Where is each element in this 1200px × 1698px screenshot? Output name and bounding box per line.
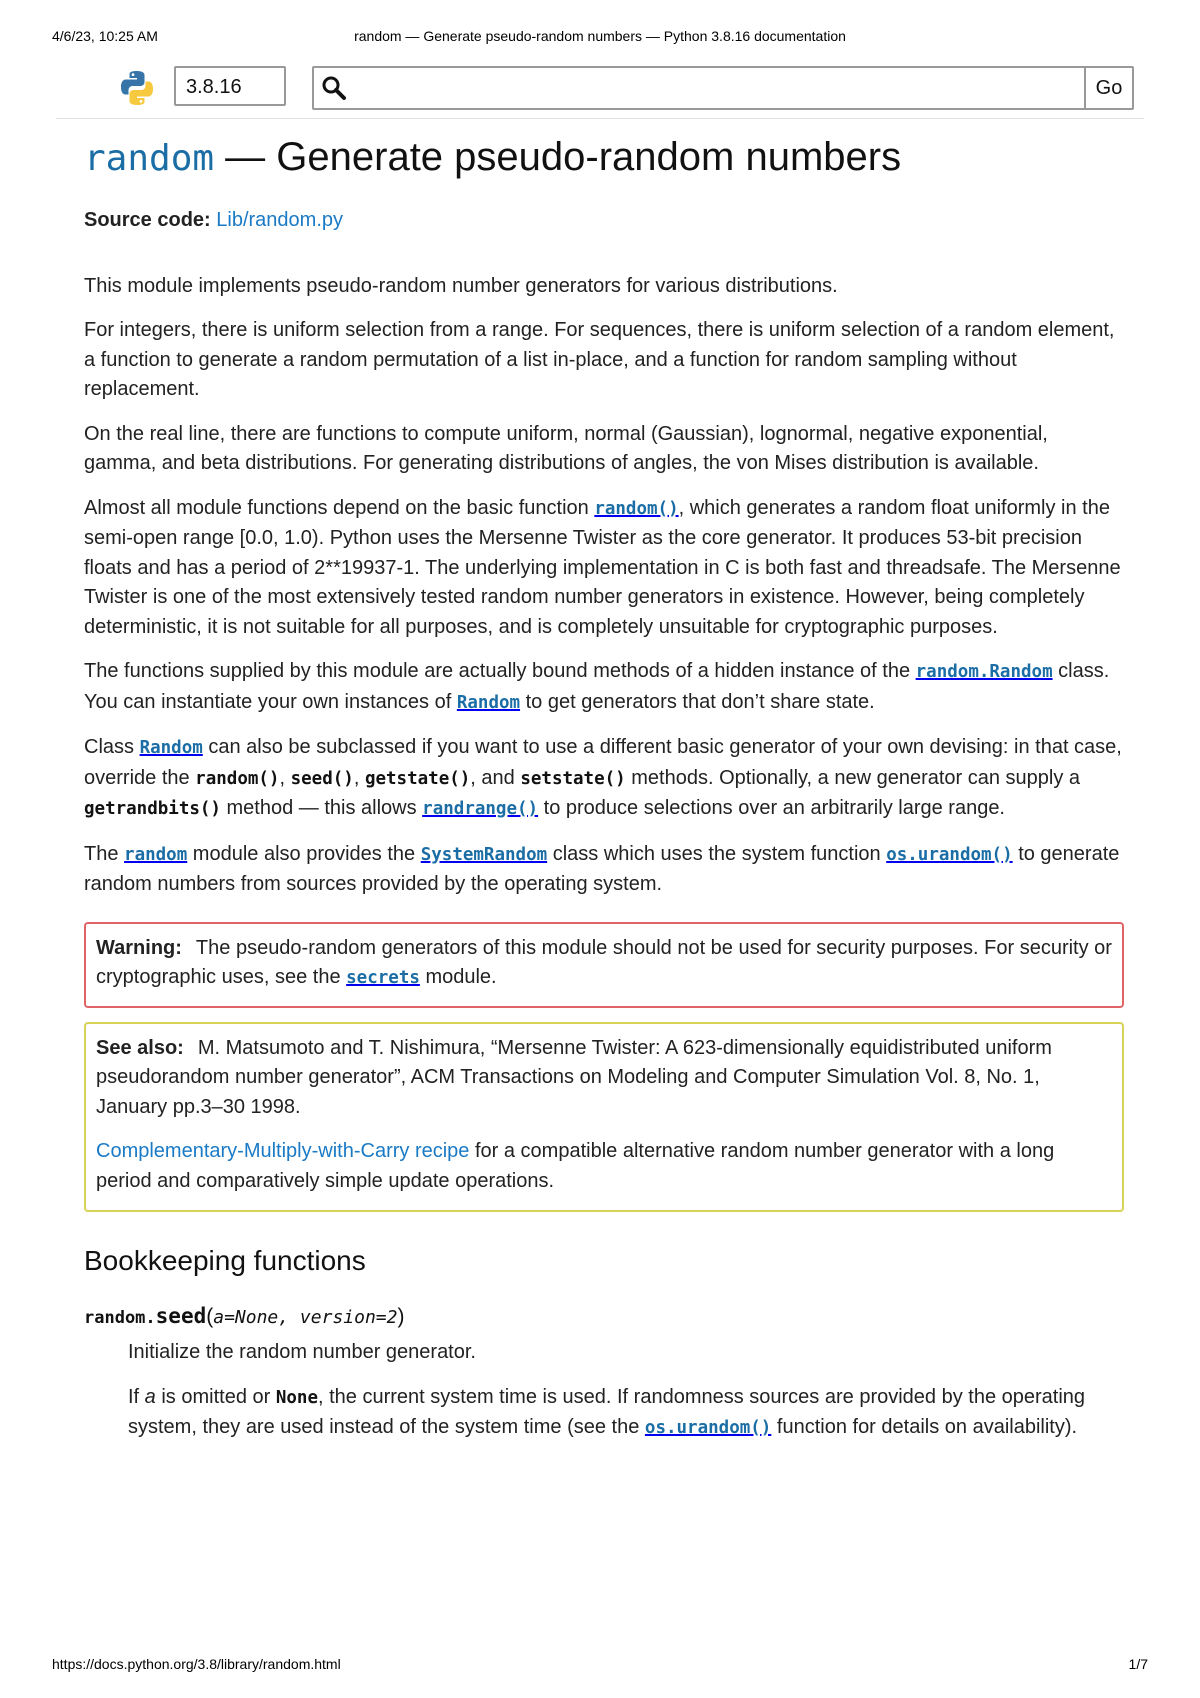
text: function for details on availability). [771,1416,1078,1438]
text: class. You can instantiate your own instances of [84,660,1110,713]
warning-text [96,934,1112,994]
code-ref: secrets [346,968,420,988]
random-class-link[interactable] [140,736,203,758]
print-footer [52,1656,1148,1676]
random-func-link[interactable] [594,497,678,519]
seed-desc-2 [128,1383,1124,1444]
paragraph-systemrandom [84,840,1124,900]
main-content [84,134,1124,1444]
secrets-link[interactable] [346,966,420,988]
random-random-link[interactable] [916,660,1053,682]
code-ref: Random [139,738,203,758]
page-title-module: random [84,138,215,179]
search-box [312,66,1134,110]
code-ref: random [124,844,188,865]
source-code-label: Source code: [84,209,211,231]
print-title: random — Generate pseudo-random numbers — Python 3.8.16 documentation [354,28,846,44]
sig-module: random. [84,1308,156,1328]
see-also-recipe [96,1137,1112,1196]
source-code-line [84,206,1124,236]
seed-desc-1: Initialize the random number generator. [128,1341,476,1363]
text: to get generators that don’t share state. [520,690,875,713]
text: is omitted or [155,1385,276,1408]
text: M. Matsumoto and T. Nishimura, “Mersenne Twister: A 623-dimensionally equidistributed uniform pseudorandom number generator”, ACM Transactions on Modeling and Computer Simulation Vol. 8, No. 1, January pp.3–30 1998. [96,1036,1052,1118]
print-url: https://docs.python.org/3.8/library/random.html [52,1656,341,1672]
code-literal: setstate() [520,768,626,789]
code-literal: random() [195,768,280,789]
cmwc-recipe-link[interactable]: Complementary-Multiply-with-Carry recipe [96,1140,470,1162]
paragraph-real-line: On the real line, there are functions to compute uniform, normal (Gaussian), lognormal, negative exponential, gamma, and beta distributions. For generating distributions of angles, the von Mises distribution is available. [84,422,1048,474]
paragraph-intro: This module implements pseudo-random number generators for various distributions. [84,274,838,297]
page-title-rest: — Generate pseudo-random numbers [214,135,902,179]
text: module. [419,966,497,988]
code-literal: seed() [290,768,354,789]
python-logo-icon[interactable] [120,70,154,106]
text: , which generates a random float uniformly in the semi-open range [0.0, 1.0). Python uses the Mersenne Twister as the core generator. It produces 53-bit precision floats and has a period of 2**19937-1. The underlying implementation in C is both fast and threadsafe. The Mersenne Twister is one of the most extensively tested random number generators in existence. However, being completely deterministic, it is not suitable for all purposes, and is completely unsuitable for cryptographic purposes. [84,496,1121,638]
text: , and [470,766,521,789]
search-icon [320,75,348,101]
top-navigation-bar [56,64,1144,119]
code-ref: os.urandom() [644,1418,772,1438]
sig-paren: ) [397,1305,405,1328]
systemrandom-link[interactable] [421,843,547,865]
sig-args: a=None, version=2 [213,1307,398,1328]
text: The functions supplied by this module are actually bound methods of a hidden instance of the [84,660,916,682]
function-description [128,1338,1124,1444]
text: to generate random numbers from sources provided by the operating system. [84,842,1120,895]
source-code-link[interactable]: Lib/random.py [216,209,344,231]
text: Almost all module functions depend on the basic function [84,496,595,519]
function-signature-seed [84,1302,1124,1332]
paragraph-integers: For integers, there is uniform selection from a range. For sequences, there is uniform selection of a random element, a function to generate a random permutation of a list in-place, and a function for random sampling without replacement. [84,319,1115,400]
print-date: 4/6/23, 10:25 AM [52,28,158,44]
code-literal: None [275,1387,318,1408]
sig-paren: ( [206,1305,214,1328]
print-page-number: 1/7 [1128,1656,1148,1672]
text: class which uses the system function [547,842,887,865]
text: to produce selections over an arbitrarily large range. [538,797,1005,819]
section-heading-bookkeeping: Bookkeeping functions [84,1245,366,1276]
text: The [84,842,125,865]
see-also-reference [96,1034,1112,1123]
param-name: a [144,1385,156,1408]
paragraph-bound-methods [84,657,1124,718]
text: The pseudo-random generators of this module should not be used for security purposes. For security or cryptographic uses, see the [96,936,1112,988]
warning-title: Warning: [96,936,182,959]
code-ref: Random [456,692,521,713]
os-urandom-link[interactable] [886,843,1012,865]
text: for a compatible alternative random number generator with a long period and comparatively simple update operations. [96,1140,1055,1192]
text: , the current system time is used. If randomness sources are provided by the operating system, they are used instead of the system time (see the [128,1385,1086,1438]
code-ref: randrange() [422,799,539,819]
paragraph-subclass [84,733,1124,825]
text: , [279,766,291,789]
search-input[interactable] [352,70,1036,108]
text: method — this allows [220,797,423,819]
code-ref: os.urandom() [886,844,1013,865]
paragraph-mersenne [84,494,1124,643]
version-selector[interactable]: 3.8.16 [174,66,286,106]
code-ref: random.Random [915,662,1053,682]
code-literal: getrandbits() [84,799,221,819]
text: Class [84,736,140,758]
text: module also provides the [187,842,421,865]
code-ref: SystemRandom [420,844,548,865]
randrange-link[interactable] [422,797,538,819]
code-ref: random() [594,498,679,519]
os-urandom-link[interactable] [645,1416,771,1438]
random-class-link[interactable] [457,691,520,713]
text: , [353,766,365,789]
warning-box [84,922,1124,1008]
text: methods. Optionally, a new generator can supply a [625,766,1081,789]
text: If [128,1385,145,1408]
see-also-box [84,1022,1124,1213]
code-literal: getstate() [364,768,471,789]
see-also-title: See also: [96,1036,184,1059]
sig-name: seed [155,1304,207,1328]
print-header [52,28,1148,48]
page-title [84,134,1124,182]
random-module-link[interactable] [124,843,187,865]
go-button[interactable]: Go [1084,68,1132,108]
text: can also be subclassed if you want to use a different basic generator of your own devising: in that case, override the [84,736,1122,789]
